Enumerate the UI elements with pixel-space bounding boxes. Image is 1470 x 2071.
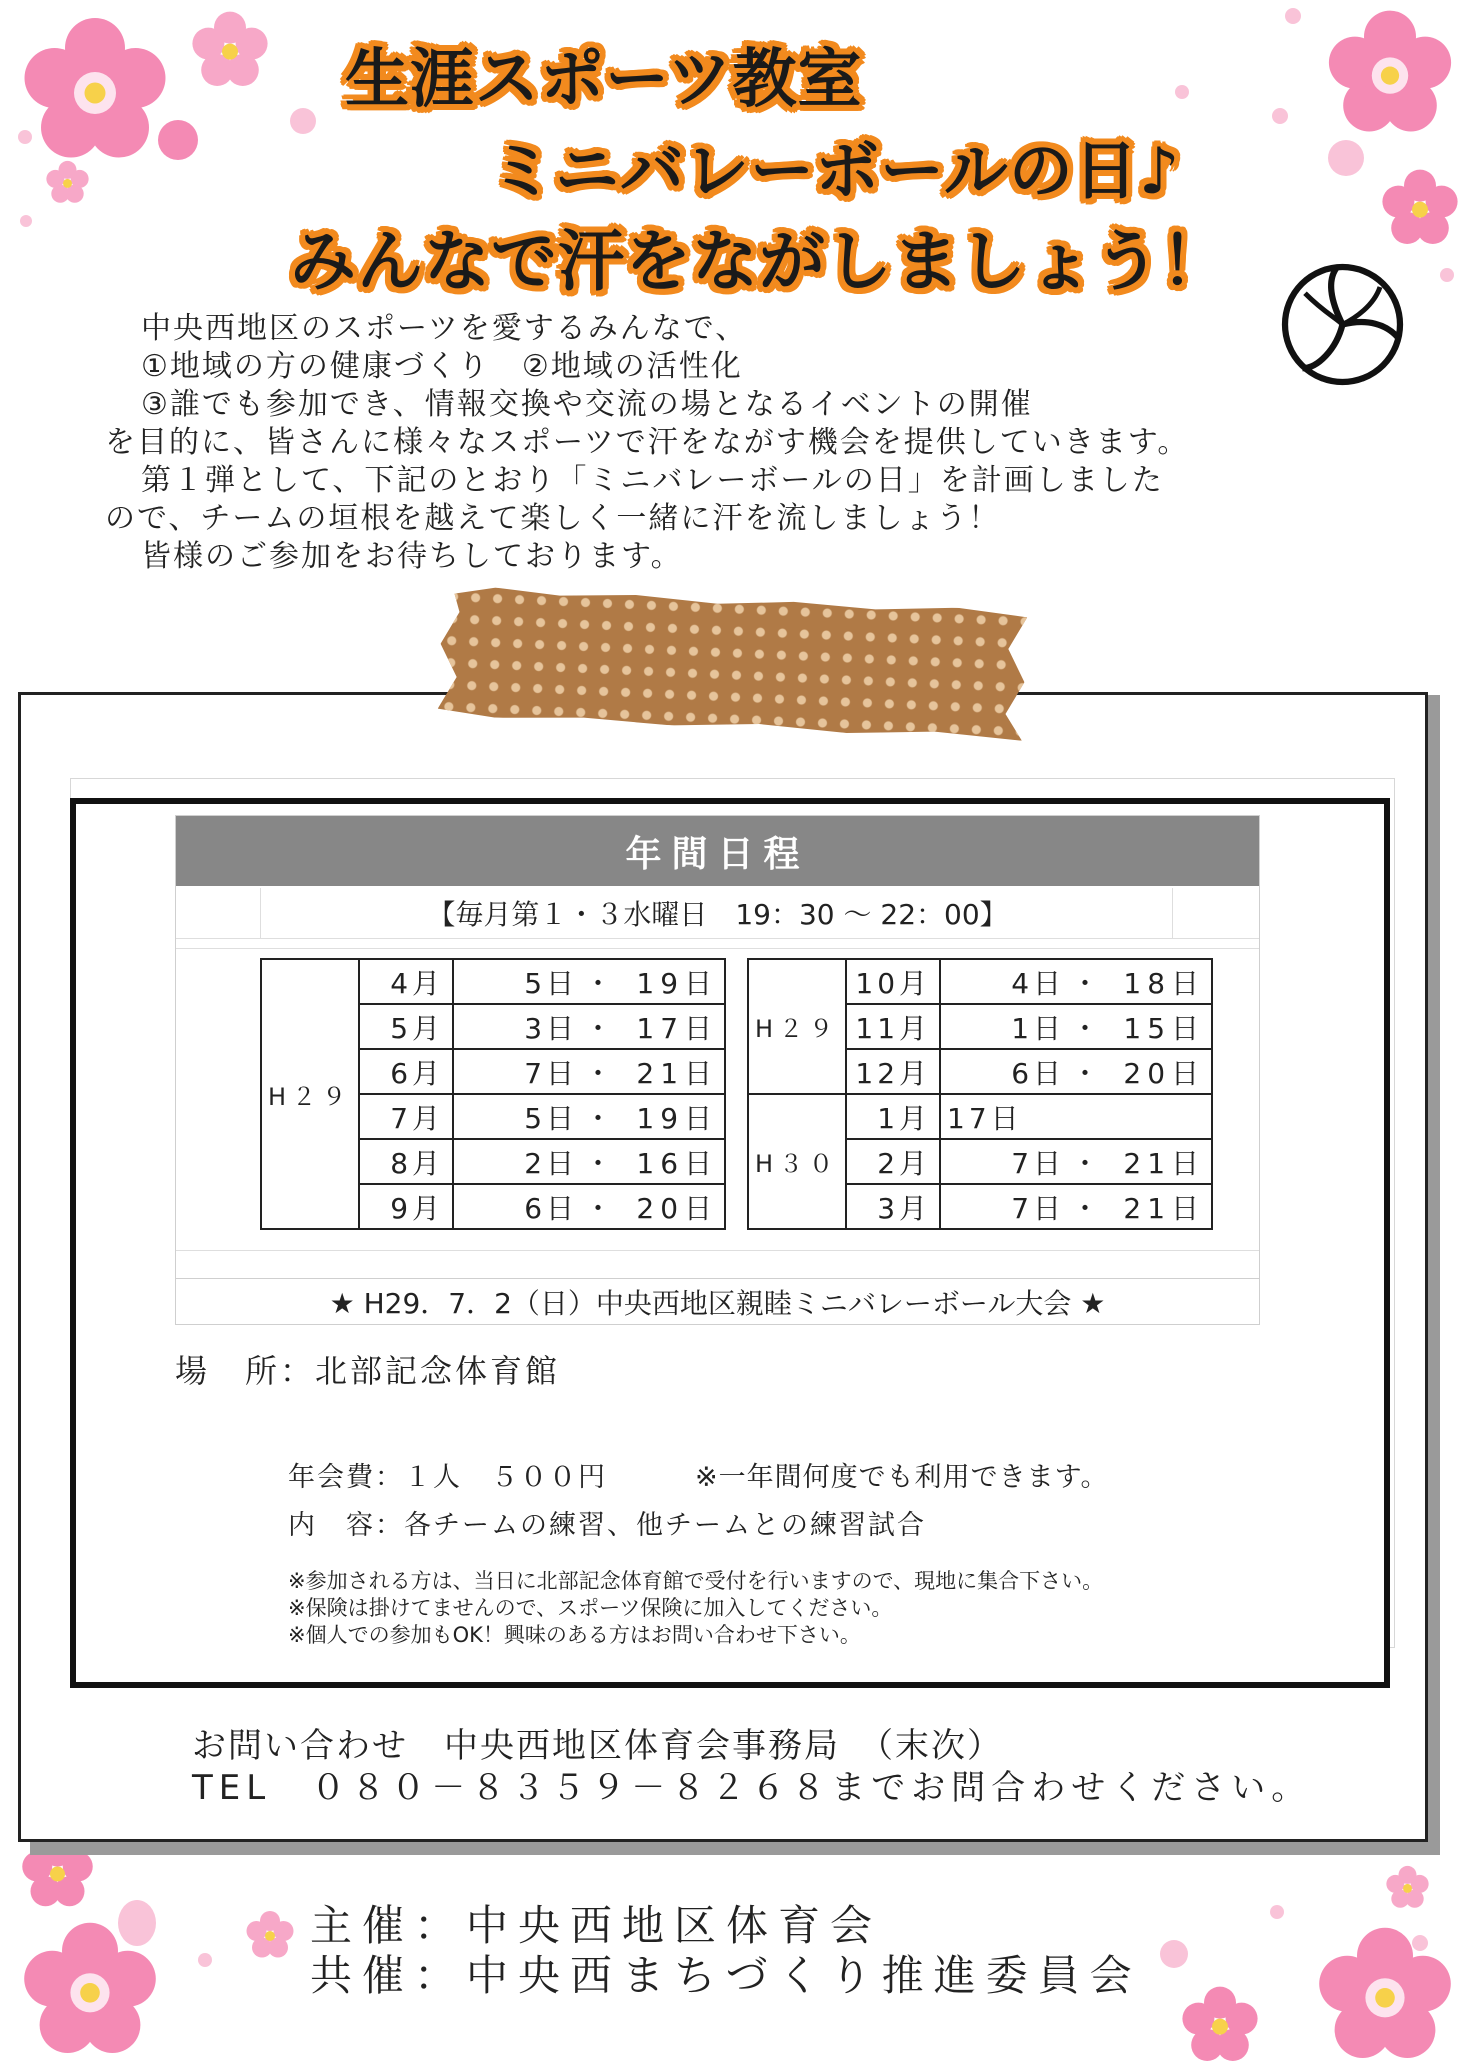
sakura-flower-icon xyxy=(20,15,170,165)
date-cell: 20日 xyxy=(612,1184,725,1229)
intro-line: 皆様のご参加をお待ちしております。 xyxy=(141,539,683,574)
date-separator: ・ xyxy=(584,1184,612,1229)
sakura-flower-icon xyxy=(190,10,270,90)
date-separator: ・ xyxy=(1071,1049,1099,1094)
date-cell: 18日 xyxy=(1099,959,1212,1004)
date-cell: 21日 xyxy=(1099,1139,1212,1184)
venue-text: 場 所：北部記念体育館 xyxy=(175,1352,561,1390)
sakura-flower-icon xyxy=(1325,8,1455,138)
co-organizer-text: 共催：中央西まちづくり推進委員会 xyxy=(310,1951,1142,2000)
sakura-flower-icon xyxy=(45,160,90,205)
month-cell: 8月 xyxy=(359,1139,453,1184)
month-cell: 11月 xyxy=(846,1004,940,1049)
month-cell: 3月 xyxy=(846,1184,940,1229)
date-cell: 4日 xyxy=(940,959,1071,1004)
era-label: H３０ xyxy=(748,1094,846,1229)
volleyball-icon xyxy=(1280,262,1405,387)
intro-line: ①地域の方の健康づくり ②地域の活性化 xyxy=(141,349,743,384)
masking-tape xyxy=(437,585,1027,740)
petal-dot xyxy=(1285,8,1301,24)
month-cell: 1月 xyxy=(846,1094,940,1139)
date-separator: ・ xyxy=(584,959,612,1004)
date-cell: 19日 xyxy=(612,1094,725,1139)
date-cell: 15日 xyxy=(1099,1004,1212,1049)
grid-line xyxy=(176,1250,1259,1251)
schedule-table-left xyxy=(260,958,726,1230)
table-row xyxy=(748,959,1212,1004)
date-separator: ・ xyxy=(1071,1139,1099,1184)
tournament-notice: ★ H29．7．2（日）中央西地区親睦ミニバレーボール大会 ★ xyxy=(176,1278,1259,1325)
petal-dot xyxy=(290,108,316,134)
sakura-flower-icon xyxy=(1385,1865,1430,1910)
date-separator: ・ xyxy=(584,1049,612,1094)
date-cell: 5日 xyxy=(453,1094,584,1139)
date-cell: 21日 xyxy=(1099,1184,1212,1229)
intro-line: ので、チームの垣根を越えて楽しく一緒に汗を流しましょう！ xyxy=(105,501,1001,536)
petal-dot xyxy=(1175,85,1189,99)
date-cell: 3日 xyxy=(453,1004,584,1049)
month-cell: 12月 xyxy=(846,1049,940,1094)
intro-line: 第１弾として、下記のとおり「ミニバレーボールの日」を計画しました xyxy=(141,463,1164,498)
petal-dot xyxy=(18,130,32,144)
month-cell: 7月 xyxy=(359,1094,453,1139)
date-separator: ・ xyxy=(584,1094,612,1139)
petal-dot xyxy=(1328,140,1364,176)
petal-dot xyxy=(1270,1905,1284,1919)
date-cell: 2日 xyxy=(453,1139,584,1184)
petal-dot xyxy=(1412,1935,1428,1951)
era-label: H２９ xyxy=(748,959,846,1094)
date-cell: 5日 xyxy=(453,959,584,1004)
petal-dot xyxy=(20,215,32,227)
table-row xyxy=(748,1094,1212,1139)
date-cell: 17日 xyxy=(940,1094,1071,1139)
intro-line: ③誰でも参加でき、情報交換や交流の場となるイベントの開催 xyxy=(141,387,1033,422)
date-separator: ・ xyxy=(1071,1004,1099,1049)
petal-dot xyxy=(1160,1940,1188,1968)
sakura-flower-icon xyxy=(245,1910,295,1960)
petal-dot xyxy=(1272,108,1288,124)
intro-paragraph xyxy=(105,310,1189,576)
date-cell: 6日 xyxy=(940,1049,1071,1094)
petal-dot xyxy=(118,1900,156,1946)
date-separator: ・ xyxy=(584,1004,612,1049)
date-cell: 16日 xyxy=(612,1139,725,1184)
content-text: 内 容：各チームの練習、他チームとの練習試合 xyxy=(288,1510,926,1541)
date-cell: 7日 xyxy=(940,1139,1071,1184)
date-separator: ・ xyxy=(1071,1184,1099,1229)
era-label: H２９ xyxy=(261,959,359,1229)
date-cell: 6日 xyxy=(453,1184,584,1229)
fee-note: ※一年間何度でも利用できます。 xyxy=(695,1462,1109,1493)
month-cell: 4月 xyxy=(359,959,453,1004)
petal-dot xyxy=(1440,268,1454,282)
date-cell: 21日 xyxy=(612,1049,725,1094)
month-cell: 6月 xyxy=(359,1049,453,1094)
date-separator xyxy=(1071,1094,1099,1139)
sakura-flower-icon xyxy=(1180,1985,1260,2065)
month-cell: 5月 xyxy=(359,1004,453,1049)
contact-phone: TEL ０８０－８３５９－８２６８までお問合わせください。 xyxy=(192,1768,1312,1808)
grid-line xyxy=(176,938,1259,939)
grid-line xyxy=(176,948,1259,949)
date-cell: 17日 xyxy=(612,1004,725,1049)
date-cell: 7日 xyxy=(453,1049,584,1094)
sakura-flower-icon xyxy=(1315,1925,1455,2065)
month-cell: 9月 xyxy=(359,1184,453,1229)
date-separator: ・ xyxy=(1071,959,1099,1004)
schedule-table-right xyxy=(747,958,1213,1230)
organizer-text: 主催：中央西地区体育会 xyxy=(310,1901,883,1950)
intro-line: を目的に、皆さんに様々なスポーツで汗をながす機会を提供していきます。 xyxy=(105,425,1190,460)
date-separator: ・ xyxy=(584,1139,612,1184)
note-line: ※個人での参加もOK！興味のある方はお問い合わせ下さい。 xyxy=(288,1623,861,1647)
sakura-flower-icon xyxy=(1380,168,1460,248)
petal-dot xyxy=(158,120,198,160)
petal-dot xyxy=(198,1953,212,1967)
fee-text: 年会費：１人 ５００円 xyxy=(288,1462,607,1493)
title-line-1: 生涯スポーツ教室 xyxy=(345,43,863,117)
table-row xyxy=(261,959,725,1004)
note-line: ※参加される方は、当日に北部記念体育館で受付を行いますので、現地に集合下さい。 xyxy=(288,1569,1104,1593)
title-line-2: ミニバレーボールの日♪ xyxy=(490,135,1181,209)
intro-line: 中央西地区のスポーツを愛するみんなで、 xyxy=(141,311,748,346)
contact-line: お問い合わせ 中央西地区体育会事務局 （末次） xyxy=(192,1726,1003,1766)
date-cell: 19日 xyxy=(612,959,725,1004)
month-cell: 2月 xyxy=(846,1139,940,1184)
schedule-subheading: 【毎月第１・３水曜日 19：30 ～ 22：00】 xyxy=(427,898,1008,931)
date-cell: 7日 xyxy=(940,1184,1071,1229)
schedule-heading: 年間日程 xyxy=(176,816,1259,886)
month-cell: 10月 xyxy=(846,959,940,1004)
title-line-3: みんなで汗をながしましょう！ xyxy=(290,223,1228,300)
date-cell: 20日 xyxy=(1099,1049,1212,1094)
date-cell: 1日 xyxy=(940,1004,1071,1049)
note-line: ※保険は掛けてませんので、スポーツ保険に加入してください。 xyxy=(288,1596,893,1620)
date-cell xyxy=(1099,1094,1212,1139)
